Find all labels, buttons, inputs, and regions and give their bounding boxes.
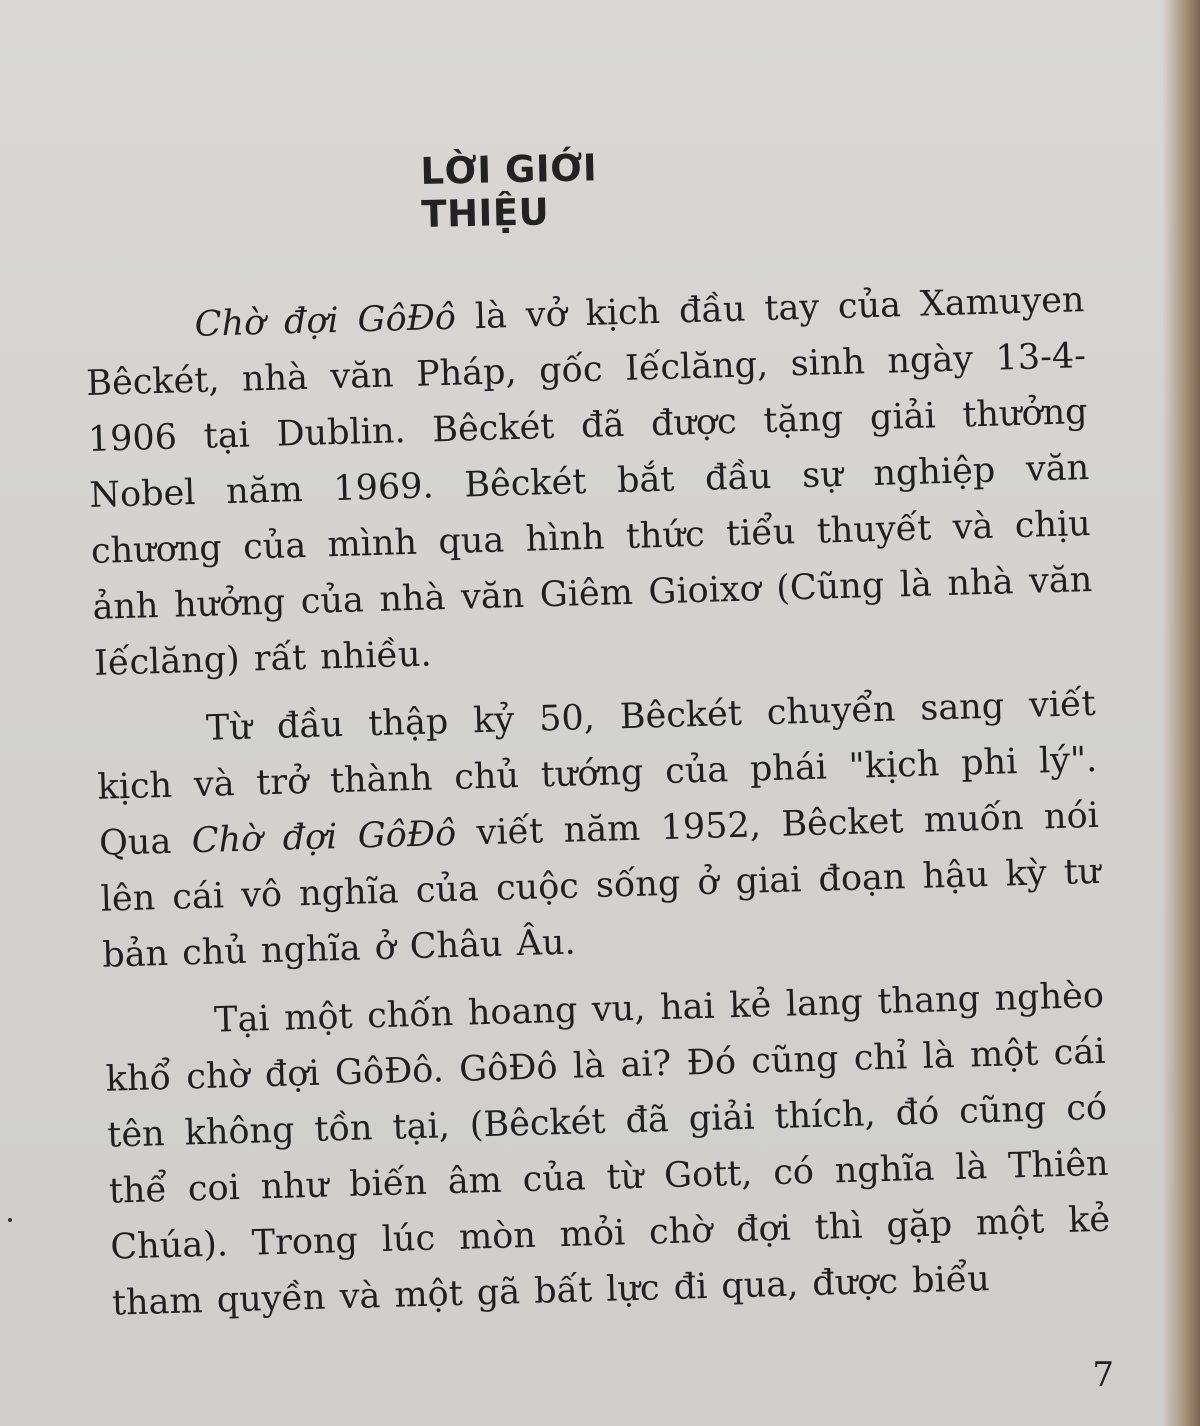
paragraph-text: là vở kịch đầu tay của Xamuyen Bêckét, nhà văn Pháp, gốc Iếclăng, sinh ngày 13-4-1906 tại Dublin. Bêckét đã được tặng giải thưởng Nobel năm 1969. Bêckét bắt đầu sự nghiệp văn chương của mình qua hình thức tiểu thuyết và chịu ảnh hưởng của nhà văn Giêm Gioixơ (Cũng là nhà văn Iếclăng) rất nhiều. xyxy=(85,280,1093,684)
page-edge-shadow xyxy=(1162,0,1200,1426)
paragraph-text: Từ đầu thập kỷ 50, Bêckét chuyển sang viết kịch và trở thành chủ tướng của phái "kịch phi lý". Qua xyxy=(97,683,1098,864)
paragraph-3 xyxy=(103,968,1112,1332)
chapter-heading: LỜI GIỚI THIỆU xyxy=(420,146,598,236)
page-number: 7 xyxy=(1092,1355,1114,1395)
paragraph-text: Tại một chốn hoang vu, hai kẻ lang thang nghèo khổ chờ đợi GôĐô. GôĐô là ai? Đó cũng chỉ là một cái tên không tồn tại, (Bêckét đã giải thích, đó cũng có thể coi như biến âm của từ Gott, có nghĩa là Thiên Chúa). Trong lúc mòn mỏi chờ đợi thì gặp một kẻ tham quyền và một gã bất lực đi qua, được biểu xyxy=(105,975,1111,1324)
dust-speck xyxy=(8,1218,12,1222)
italic-title: Chờ đợi GôĐô xyxy=(191,813,457,862)
paragraph-2 xyxy=(95,676,1102,984)
italic-title: Chờ đợi GôĐô xyxy=(194,297,457,345)
paragraph-1 xyxy=(84,272,1095,692)
paragraph-text: viết năm 1952, Bêcket muốn nói lên cái vô nghĩa của cuộc sống ở giai đoạn hậu kỳ tư bản chủ nghĩa ở Châu Âu. xyxy=(100,795,1101,976)
body-text xyxy=(84,272,1113,1344)
